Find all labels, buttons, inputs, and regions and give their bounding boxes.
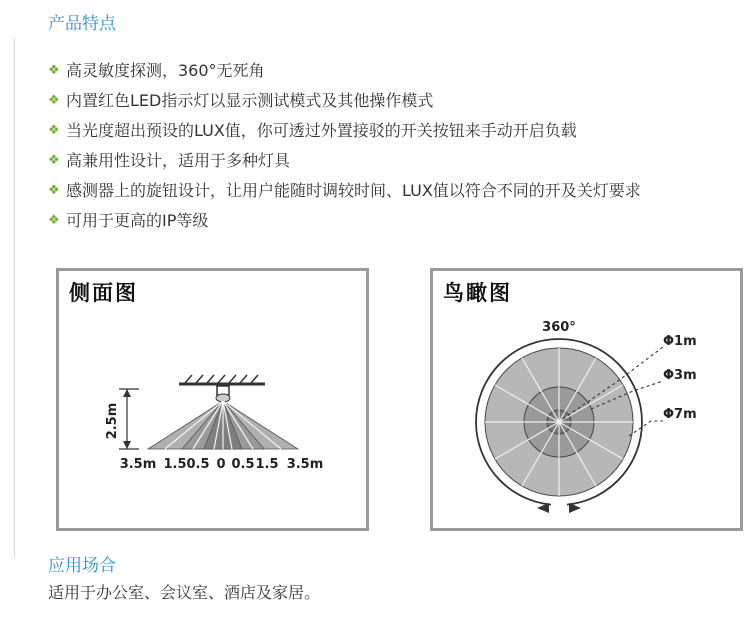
diamond-bullet-icon: ❖ — [48, 123, 60, 138]
features-heading: 产品特点 — [48, 14, 116, 34]
feature-item: ❖ 内置红色LED指示灯以显示测试模式及其他操作模式 — [48, 86, 641, 116]
bird-view-panel — [430, 268, 743, 531]
tick-label: 0 — [216, 457, 226, 472]
left-divider-line — [14, 38, 15, 558]
tick-label: 0.5 — [186, 457, 210, 472]
tick-label: 0.5 — [231, 457, 255, 472]
height-label: 2.5m — [105, 402, 120, 440]
side-view-diagram — [59, 271, 366, 528]
arrow-up-icon — [123, 389, 131, 397]
diamond-bullet-icon: ❖ — [48, 183, 60, 198]
tick-label: 1.5 — [255, 457, 279, 472]
side-view-title: 侧面图 — [69, 281, 138, 305]
diamond-bullet-icon: ❖ — [48, 153, 60, 168]
arrow-left-icon — [537, 503, 549, 513]
application-text: 适用于办公室、会议室、酒店及家居。 — [48, 583, 321, 602]
feature-item: ❖ 高兼用性设计，适用于多种灯具 — [48, 146, 641, 176]
diameter-label: Φ3m — [663, 368, 697, 383]
application-heading: 应用场合 — [48, 556, 116, 576]
bird-view-diagram — [433, 271, 740, 528]
diameter-label: Φ7m — [663, 407, 697, 422]
feature-item: ❖ 感测器上的旋钮设计，让用户能随时调较时间、LUX值以符合不同的开及关灯要求 — [48, 176, 641, 206]
side-view-panel — [56, 268, 369, 531]
diamond-bullet-icon: ❖ — [48, 213, 60, 228]
features-list — [48, 56, 641, 236]
diameter-label: Φ1m — [663, 334, 697, 349]
tick-label: 3.5m — [119, 457, 157, 472]
feature-item: ❖ 可用于更高的IP等级 — [48, 206, 641, 236]
bird-view-title: 鸟瞰图 — [443, 281, 512, 305]
tick-label: 1.5 — [163, 457, 187, 472]
arrow-down-icon — [123, 441, 131, 449]
feature-item: ❖ 高灵敏度探测，360°无死角 — [48, 56, 641, 86]
diamond-bullet-icon: ❖ — [48, 93, 60, 108]
feature-item: ❖ 当光度超出预设的LUX值，你可透过外置接驳的开关按钮来手动开启负载 — [48, 116, 641, 146]
arrow-right-icon — [569, 503, 581, 513]
angle-label: 360° — [542, 320, 576, 335]
diamond-bullet-icon: ❖ — [48, 63, 60, 78]
tick-label: 3.5m — [286, 457, 324, 472]
ceiling-hatch — [185, 375, 258, 383]
